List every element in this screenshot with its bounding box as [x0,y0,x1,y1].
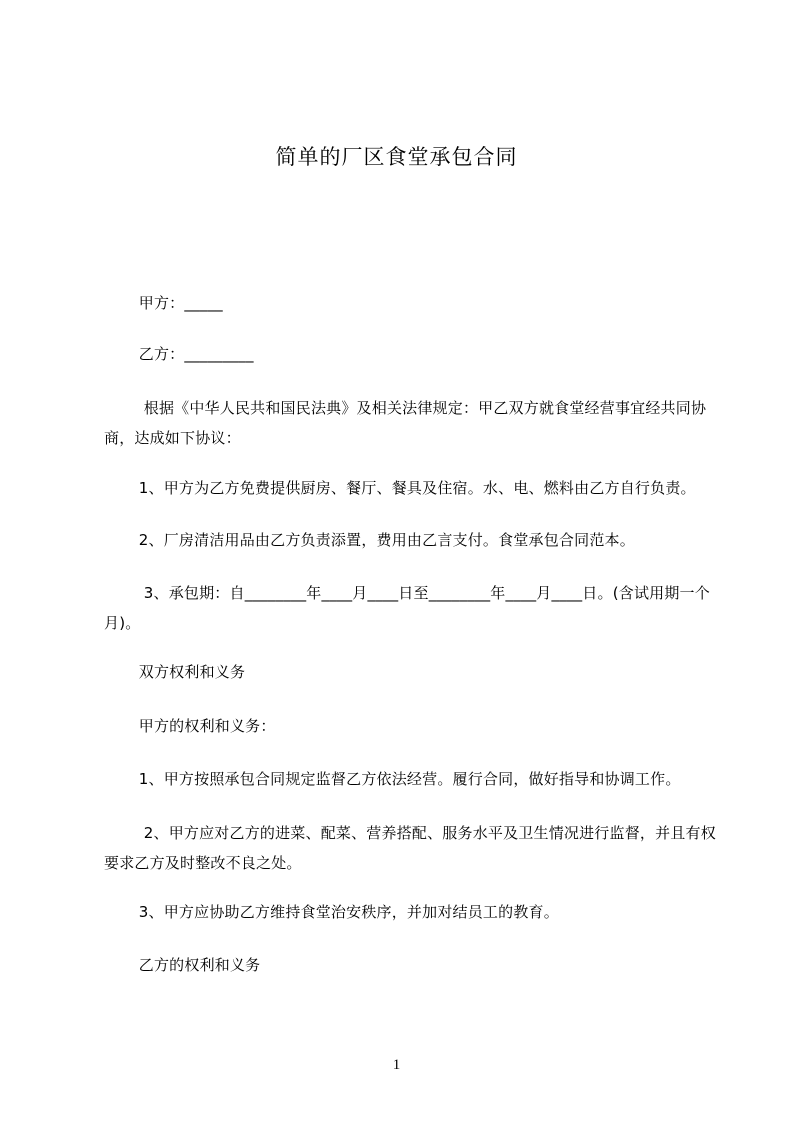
section-heading-rights: 双方权利和义务 [104,663,246,681]
section-heading-party-a: 甲方的权利和义务： [104,717,276,735]
party-a-clause-1: 1、甲方按照承包合同规定监督乙方依法经营。履行合同，做好指导和协调工作。 [104,770,681,788]
section-heading-party-b: 乙方的权利和义务 [104,956,261,974]
clause-2: 2、厂房清洁用品由乙方负责添置，费用由乙言支付。食堂承包合同范本。 [104,531,635,549]
preamble-paragraph: 根据《中华人民共和国民法典》及相关法律规定：甲乙双方就食堂经营事宜经共同协商，达成如下协议： [104,399,707,447]
clause-3: 3、承包期：自________年____月____日至________年____月____日。(含试用期一个月)。 [104,584,710,632]
clause-1: 1、甲方为乙方免费提供厨房、餐厅、餐具及住宿。水、电、燃料由乙方自行负责。 [104,479,696,497]
page-number: 1 [392,1057,401,1073]
document-title: 简单的厂区食堂承包合同 [275,145,518,169]
party-a-line: 甲方：_____ [104,294,223,312]
party-b-line: 乙方：_________ [104,345,254,363]
party-a-clause-2: 2、甲方应对乙方的进菜、配菜、营养搭配、服务水平及卫生情况进行监督，并且有权要求乙方及时整改不良之处。 [104,824,716,872]
party-a-clause-3: 3、甲方应协助乙方维持食堂治安秩序，并加对结员工的教育。 [104,903,559,921]
